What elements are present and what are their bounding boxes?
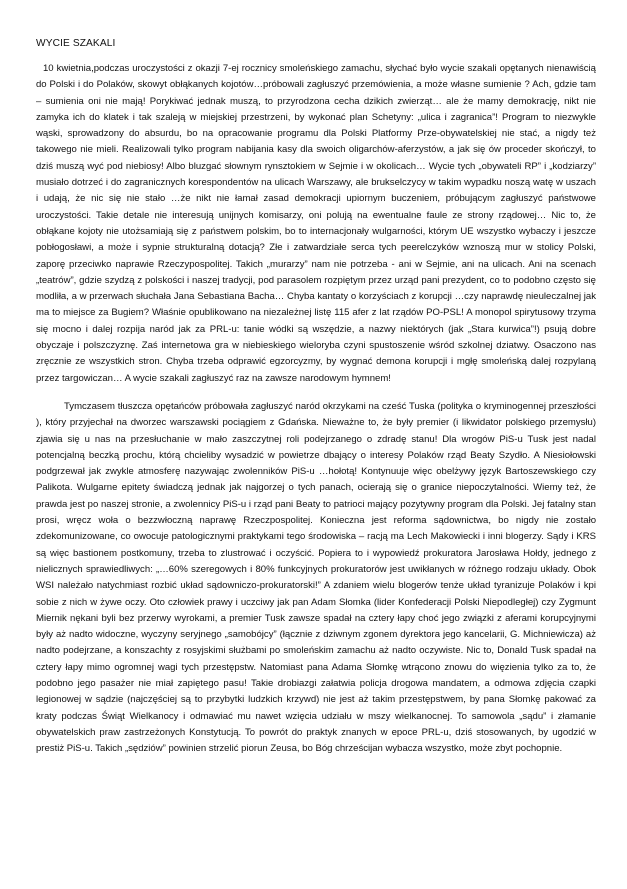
paragraph-1: 10 kwietnia,podczas uroczystości z okazji 7-ej rocznicy smoleńskiego zamachu, słychać było wycie szakali opętanych nienawiścią do Polski i do Polaków, skowyt obłąkanych kojotów…próbowali zagłuszyć przemówienia, a może własne sumienie ? Ach, gdzie tam – sumienia oni nie mają! Porykiwać jednak muszą, to przyrodzona cecha dzikich zwierząt… ale że mamy demokrację, nikt nie zamyka ich do klatek i tak szaleją w miejskiej przestrzeni, by wykonać plan Schetyny: „ulica i zagranica”! Program to niezwykle wąski, sprowadzony do absurdu, bo na opracowanie programu dla Polski Platformy Prze-obywatelskiej nie stać, a nigdy też takowego nie mieli. Realizowali tylko program nabijania kasy dla swoich oligarchów-aferzystów, a jak się ów proceder skończył, to dziś muszą wyć pod niebiosy! Albo bluzgać słownym rynsztokiem w Sejmie i w okolicach… Wycie tych „obywateli RP” i „kodziarzy” musiało dotrzeć i do zagranicznych korespondentów na ulicach Warszawy, ale brukselczycy w takim wypadku noszą watę w uszach i udają, że nic się nie stało …że nikt nie łamał zasad demokracji upiornym buczeniem, próbującym zagłuszyć państwowe uroczystości. Takie detale nie interesują unijnych komisarzy, oni polują na ewentualne faule ze strony rządowej… Nic to, że obłąkane kojoty nie utożsamiają się z państwem polskim, bo to internacjonały wulgarności, którym UE wszystko wybaczy i jeszcze pobłogosławi, a może i sypnie strukturalną dotacją? Złe i zatwardziałe serca tych peerelczyków wznoszą mur w stolicy Polski, zaporę przeciwko naprawie Rzeczypospolitej. Takich „murarzy” nam nie potrzeba - ani w Sejmie, ani na ulicach. Ani na scenach „teatrów”, gdzie szydzą z polskości i naszej tradycji, pod parasolem rozpiętym przez urząd pani prezydent, co to podobno często się modliła, a w przerwach słuchała Jana Sebastiana Bacha… Chyba kantaty o korzyściach z korupcji …czy naprawdę nieuleczalnej jak ma to miejsce za Bugiem? Właśnie opublikowano na niezależnej listę 115 afer z lat rządów PO-PSL! A monopol spirytusowy trzyma się mocno i dalej rozpija naród jak za PRL-u: tanie wódki są wszędzie, a nazwy niektórych (jak „Stara kurwica”!) psują dobre obyczaje i polszczyznę. Zaś internetowa gra w niebieskiego wieloryba czyni spustoszenie wśród szkolnej dziatwy. Osaczono nas zręcznie ze wszystkich stron. Chyba trzeba odprawić egzorcyzmy, by wygnać demona korupcji i mgłę smoleńską dalej rozpylaną przez targowiczan… A wycie szakali zagłuszyć raz na zawsze narodowym hymnem! [36,63,596,384]
document-page [36,38,596,757]
paragraph-2: Tymczasem tłuszcza opętańców próbowała zagłuszyć naród okrzykami na cześć Tuska (polityka o kryminogennej przeszłości ), który przyjechał na dworzec warszawski pociągiem z Gdańska. Nieważne to, że były premier (i likwidator polskiego przemysłu) zjawia się u nas na przesłuchanie w mało zaszczytnej roli podejrzanego o zdradę stanu! Dla wrogów PiS-u Tusk jest nadal potencjalną beczką prochu, którą chcieliby wysadzić w powietrze dbający o interesy Polaków rząd Beaty Szydło. A Niesiołowski podgrzewał jak zwykle atmosferę nazywając zwolenników PiS-u …hołotą! Kontynuuje więc obelżywy język Bartoszewskiego czy Palikota. Wulgarne epitety świadczą jednak jak najgorzej o tych panach, ocierają się o granice niepoczytalności. Wiemy też, że prawda jest po naszej stronie, a zwolennicy PiS-u i rząd pani Beaty to patrioci mający pozytywny program dla Polski. Jej fatalny stan prosi, wręcz woła o bezzwłoczną naprawę Rzeczpospolitej. Konieczna jest reforma sądownictwa, bo nigdy nie zostało zdekomunizowane, co owocuje patologicznymi praktykami tego środowiska – racją ma Lech Makowiecki i inni blogerzy. Sądy i KRS są więc bastionem postkomuny, trzeba to zlustrować i oczyścić. Popiera to i wypowiedź prokuratora Jarosława Hołdy, jednego z nielicznych sprawiedliwych: „…60% szeregowych i 80% funkcyjnych prokuratorów jest uwikłanych w różnego rodzaju układy. Obok WSI należało natychmiast rozbić układ sądowniczo-prokuratorski!” A zdaniem wielu blogerów tenże układ tyranizuje Polaków i kpi sobie z nich w żywe oczy. Oto człowiek prawy i uczciwy jak pan Adam Słomka (lider Konfederacji Polski Niepodległej) czy Zygmunt Miernik nękani byli bez przerwy wyrokami, a premier Tusk zawsze spadał na cztery łapy choć jego związki z aferami korupcyjnymi były aż nadto widoczne, wyczyny seryjnego „samobójcy” (łącznie z dziwnym zgonem dyrektora jego kancelarii, G. Michniewicza) aż nadto podejrzane, a konszachty z rosyjskimi służbami po smoleńskim zamachu aż nadto oczywiste. Nic to, Donald Tusk spadał na cztery łapy mimo ogromnej wagi tych przestępstw. Natomiast pana Adama Słomkę wtrącono znowu do więzienia tylko za to, że podobno jego pasażer nie miał zapiętego pasu! Takie drobiazgi załatwia policja drogowa mandatem, a odmowa zdjęcia czapki legionowej w sądzie (najczęściej są to przybytki ludzkich krzywd) nie jest aż takim przestępstwem, by pana Słomkę pakować za kraty podczas Świąt Wielkanocy i odmawiać mu nawet wzięcia udziału w mszy wielkanocnej. To samowola „sądu” i złamanie obywatelskich praw zastrzeżonych Konstytucją. To powrót do praktyk znanych w epoce PRL-u, dziś stosowanych, by ugodzić w prestiż PiS-u. Takich „sędziów” powinien strzelić piorun Zeusa, bo Bóg chrześcijan wybacza wszystko, może zbyt pochopnie. [36,400,596,755]
document-title: WYCIE SZAKALI [36,38,116,49]
